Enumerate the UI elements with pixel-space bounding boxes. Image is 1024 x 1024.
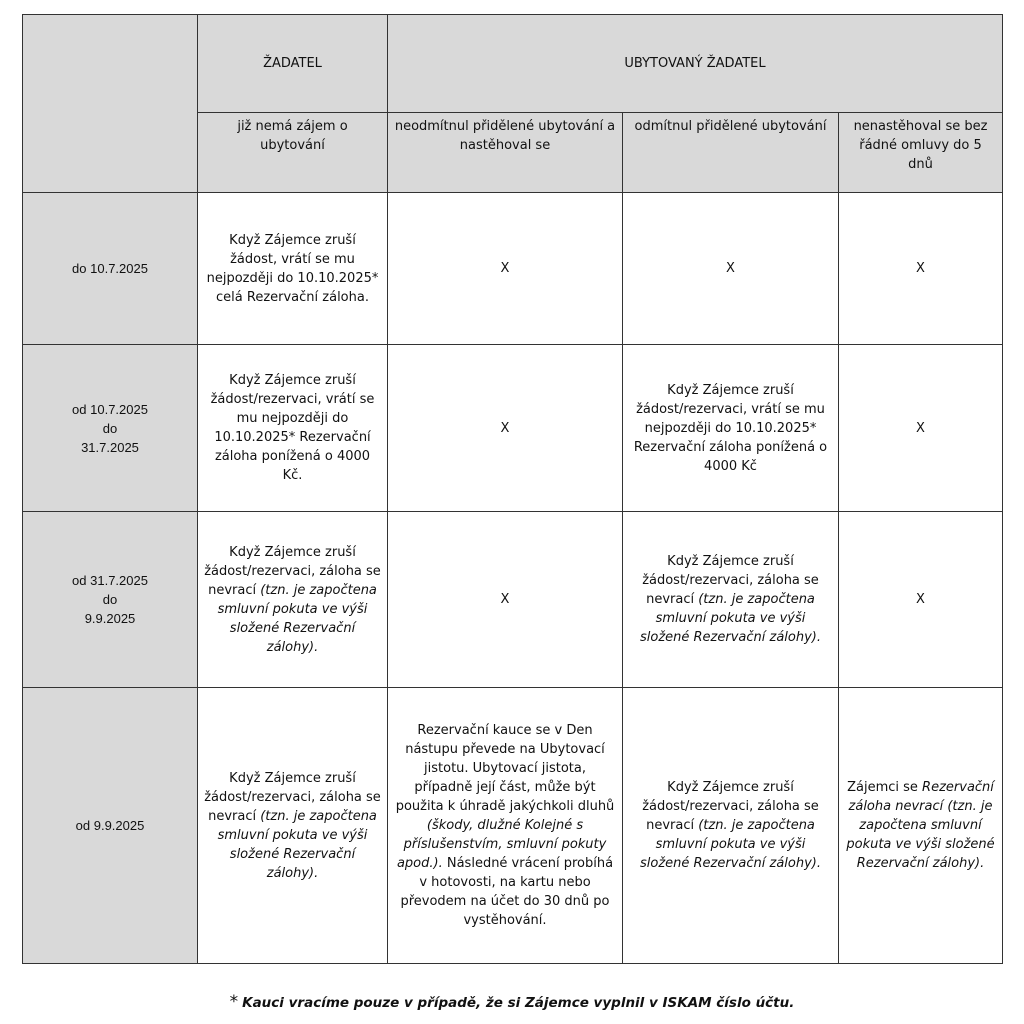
cell-zadatel <box>198 193 388 345</box>
cell-moved-in: X <box>388 345 623 512</box>
footnote-text: Kauci vracíme pouze v případě, že si Zájemce vyplnil v ISKAM číslo účtu. <box>242 995 795 1011</box>
subheader-no-interest: již nemá zájem o ubytování <box>198 113 388 193</box>
cell-text: Když Zájemce zruší žádost, vrátí se mu nejpozději do 10.10.2025* celá Rezervační záloha. <box>206 232 379 305</box>
cell-moved-in: X <box>388 512 623 688</box>
subheader-refused: odmítnul přidělené ubytování <box>623 113 839 193</box>
table-row <box>23 512 1003 688</box>
cell-text: Když Zájemce zruší žádost/rezervaci, záloha se nevrací <box>204 770 381 824</box>
cell-zadatel <box>198 688 388 964</box>
cell-text-italic: (tzn. je započtena smluvní pokuta ve výši složené Rezervační zálohy). <box>217 808 377 881</box>
cell-not-moved-in: X <box>839 193 1003 345</box>
cell-not-moved-in <box>839 688 1003 964</box>
table-row <box>23 688 1003 964</box>
cell-text: Následné vrácení probíhá v hotovosti, na kartu nebo převodem na účet do 30 dnů po vystěhování. <box>400 856 614 928</box>
row-label-line: od 10.7.2025 <box>72 401 148 417</box>
cell-refused <box>623 688 839 964</box>
table-row <box>23 345 1003 512</box>
cell-text: Když Zájemce zruší žádost/rezervaci, záloha se nevrací <box>204 544 381 598</box>
corner-cell <box>23 15 198 193</box>
cell-zadatel <box>198 512 388 688</box>
row-label-line: do <box>102 420 118 436</box>
header-zadatel: ŽADATEL <box>198 15 388 113</box>
cell-text: Když Zájemce zruší žádost/rezervaci, záloha se nevrací <box>642 554 819 607</box>
footnote <box>0 992 1024 1012</box>
row-label-line: do 10.7.2025 <box>72 261 148 276</box>
row-label <box>23 345 198 512</box>
refund-rules-table <box>22 14 1003 964</box>
row-label-line: od 31.7.2025 <box>72 573 148 588</box>
subheader-not-moved-in: nenastěhoval se bez řádné omluvy do 5 dnů <box>839 113 1003 193</box>
subheader-moved-in: neodmítnul přidělené ubytování a nastěhoval se <box>388 113 623 193</box>
cell-text-italic: (škody, dlužné Kolejné s příslušenstvím, smluvní pokuty apod.). <box>396 818 607 871</box>
cell-moved-in <box>388 688 623 964</box>
cell-text-italic: (tzn. je započtena smluvní pokuta ve výši složené Rezervační zálohy). <box>639 592 821 645</box>
cell-moved-in: X <box>388 193 623 345</box>
footnote-asterisk: * <box>229 992 239 1012</box>
cell-text: Když Zájemce zruší žádost/rezervaci, vrátí se mu nejpozději do 10.10.2025* Rezervační záloha ponížená o 4000 Kč. <box>210 373 375 483</box>
table-row <box>23 193 1003 345</box>
row-label-line: do <box>102 592 118 607</box>
cell-not-moved-in: X <box>839 512 1003 688</box>
header-ubytovany-zadatel: UBYTOVANÝ ŽADATEL <box>388 15 1003 113</box>
cell-zadatel <box>198 345 388 512</box>
cell-text: Když Zájemce zruší žádost/rezervaci, záloha se nevrací <box>642 780 819 833</box>
cell-text: Rezervační kauce se v Den nástupu převede na Ubytovací jistotu. Ubytovací jistota, případně její část, může být použita k úhradě jakýchkoli dluhů <box>395 723 615 814</box>
row-label <box>23 193 198 345</box>
row-label-line: 9.9.2025 <box>84 611 136 626</box>
row-label-line: 31.7.2025 <box>81 439 139 455</box>
cell-text: Zájemci se <box>847 780 923 795</box>
cell-not-moved-in: X <box>839 345 1003 512</box>
cell-text-italic: (tzn. je započtena smluvní pokuta ve výši složené Rezervační zálohy). <box>217 582 377 655</box>
cell-refused <box>623 345 839 512</box>
cell-refused <box>623 512 839 688</box>
row-label <box>23 512 198 688</box>
cell-text: Když Zájemce zruší žádost/rezervaci, vrátí se mu nejpozději do 10.10.2025* Rezervační záloha ponížená o 4000 Kč <box>633 382 828 474</box>
row-label-line: od 9.9.2025 <box>75 818 145 833</box>
cell-text-italic: Rezervační záloha nevrací (tzn. je započtena smluvní pokuta ve výši složené Rezervační zálohy). <box>846 780 995 871</box>
row-label <box>23 688 198 964</box>
cell-refused: X <box>623 193 839 345</box>
cell-text-italic: (tzn. je započtena smluvní pokuta ve výši složené Rezervační zálohy). <box>639 818 821 871</box>
